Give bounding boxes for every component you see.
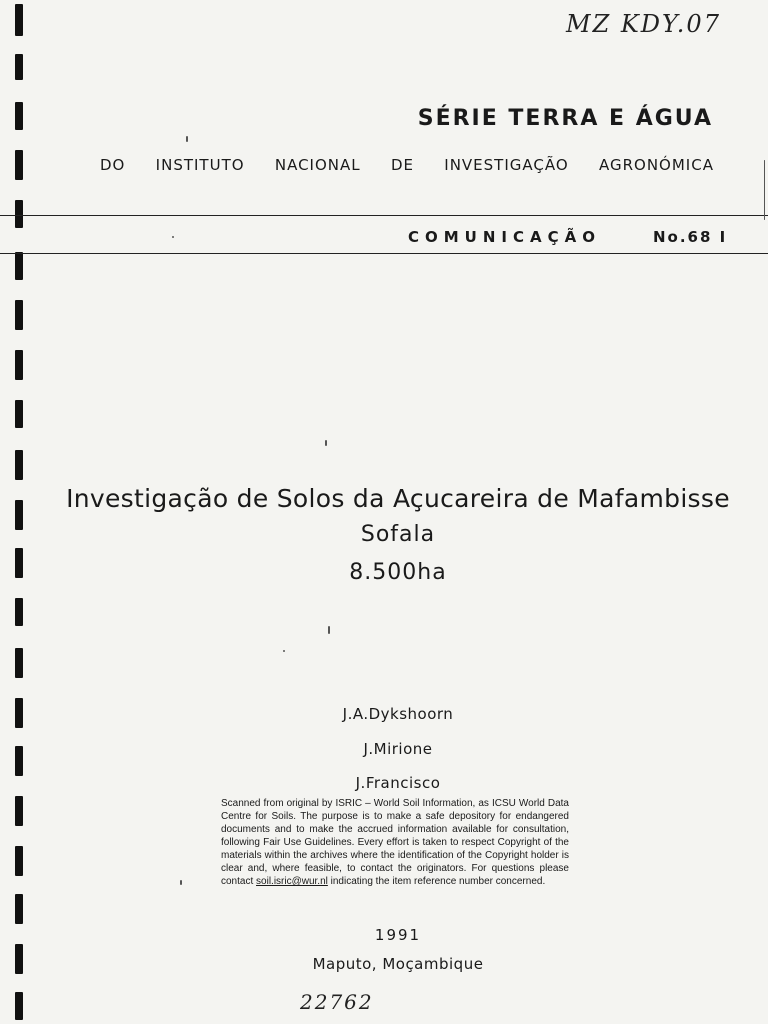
binding-hole (15, 846, 23, 876)
header-rule-bottom (0, 253, 768, 254)
institute-word: DE (390, 156, 414, 174)
publication-year: 1991 (374, 926, 422, 944)
region-subtitle: Sofala (360, 522, 436, 547)
institute-word: DO (100, 156, 126, 174)
binding-hole (15, 300, 23, 330)
publication-place: Maputo, Moçambique (312, 955, 484, 973)
document-title: Investigação de Solos da Açucareira de Mafambisse (66, 484, 730, 513)
binding-hole (15, 648, 23, 678)
area-subtitle: 8.500ha (349, 560, 447, 585)
binding-hole (15, 54, 23, 80)
institute-word: NACIONAL (274, 156, 361, 174)
institute-line (100, 156, 714, 174)
binding-hole (15, 400, 23, 428)
binding-hole (15, 150, 23, 180)
author-name: J.Francisco (355, 774, 441, 792)
scan-speck (325, 440, 327, 446)
binding-hole (15, 252, 23, 280)
scan-speck (186, 136, 188, 142)
communication-label: COMUNICAÇÃO (408, 228, 601, 246)
notice-tail: indicating the item reference number concerned. (327, 876, 546, 887)
scan-speck (180, 880, 182, 885)
handwritten-code: MZ KDY.07 (566, 10, 721, 38)
author-name: J.A.Dykshoorn (342, 705, 454, 723)
binding-hole (15, 350, 23, 380)
binding-hole (15, 894, 23, 924)
scan-speck (328, 626, 330, 634)
institute-word: INSTITUTO (155, 156, 245, 174)
communication-number: No.68 I (653, 228, 728, 246)
institute-word: AGRONÓMICA (598, 156, 714, 174)
binding-hole (15, 598, 23, 626)
binding-hole (15, 200, 23, 228)
series-title: SÉRIE TERRA E ÁGUA (417, 106, 713, 131)
header-rule-top (0, 215, 768, 216)
binding-hole (15, 992, 23, 1020)
binding-hole (15, 4, 23, 36)
binding-hole (15, 450, 23, 480)
handwritten-number: 22762 (300, 990, 374, 1014)
scan-speck (172, 236, 174, 238)
institute-word: INVESTIGAÇÃO (444, 156, 569, 174)
binding-hole (15, 796, 23, 826)
scan-speck (764, 160, 765, 220)
notice-text: Scanned from original by ISRIC – World Soil Information, as ICSU World Data Centre for Soils. The purpose is to make a safe depository for endangered documents and to make the accrued information available for consultation, following Fair Use Guidelines. Every effort is taken to respect Copyright of the materials within the archives where the identification of the Copyright holder is clear and, where feasible, to contact the originators. For questions please contact (221, 798, 569, 887)
contact-email-link[interactable]: soil.isric@wur.nl (256, 876, 328, 887)
scan-speck (283, 650, 285, 652)
author-name: J.Mirione (363, 740, 433, 758)
scan-notice (221, 797, 569, 888)
